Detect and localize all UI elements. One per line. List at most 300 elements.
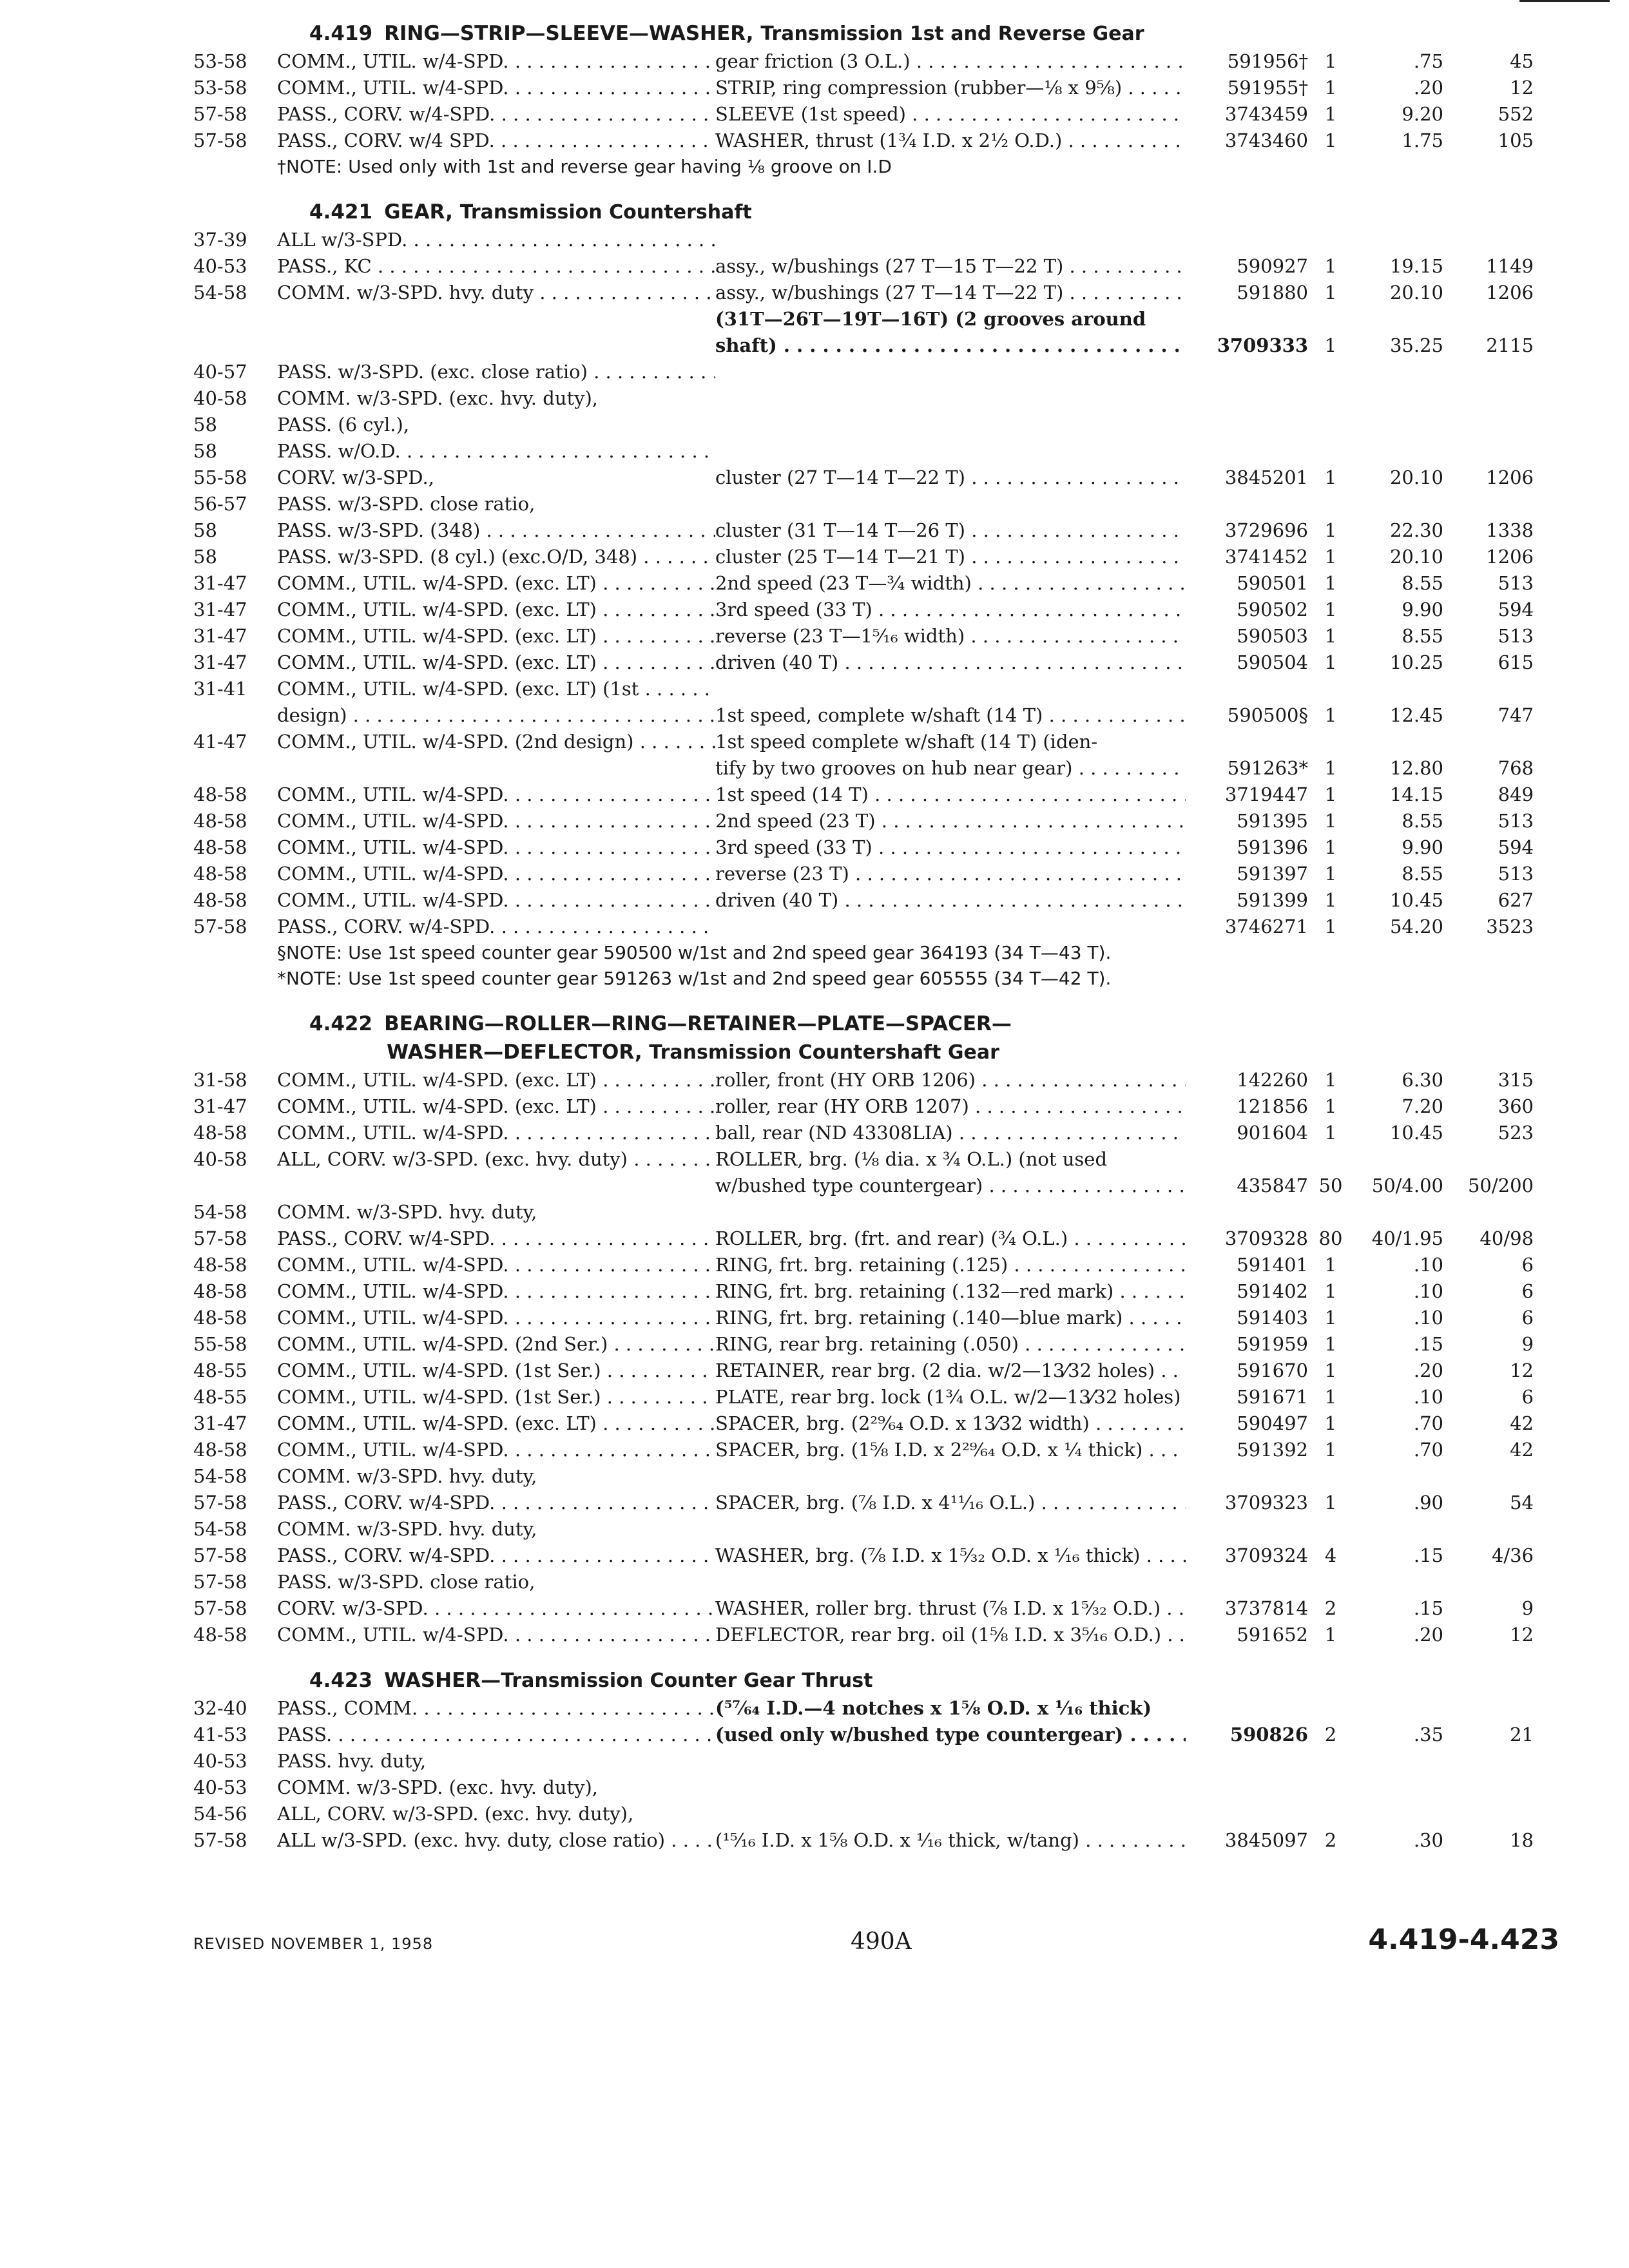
year-cell: 40-57 <box>193 361 247 383</box>
table-row <box>193 1305 1559 1331</box>
section-number: 4.423 <box>309 1669 373 1692</box>
year-cell: 37-39 <box>193 229 247 251</box>
part-number-cell: 591652 <box>1237 1624 1308 1646</box>
price-cell: .30 <box>1413 1829 1443 1851</box>
year-cell: 31-47 <box>193 599 247 620</box>
application-cell: COMM., UTIL. w/4-SPD. (1st Ser.) . . . <box>277 1358 715 1384</box>
footnote: *NOTE: Use 1st speed counter gear 591263 w/1st and 2nd speed gear 605555 (34 T—42 T). <box>277 968 1112 989</box>
year-cell: 48-58 <box>193 889 247 911</box>
application-cell: COMM., UTIL. w/4-SPD. . . . <box>277 808 715 834</box>
description-cell: tify by two grooves on hub near gear) . . . <box>715 755 1186 782</box>
list-price-cell: 9 <box>1521 1597 1534 1619</box>
description-cell: PLATE, rear brg. lock (1¾ O.L. w/2—13⁄32 holes) . . . <box>715 1384 1186 1410</box>
section-title-continued: WASHER—DEFLECTOR, <box>387 1041 642 1064</box>
price-cell: 20.10 <box>1389 546 1443 568</box>
list-price-cell: 105 <box>1498 130 1534 151</box>
part-number-cell: 3746271 <box>1224 916 1308 937</box>
price-cell: 9.90 <box>1402 599 1443 620</box>
section-heading <box>309 1666 1559 1695</box>
parts-catalog-page <box>193 19 1559 1854</box>
price-cell: 7.20 <box>1402 1095 1443 1117</box>
year-cell: 48-58 <box>193 1280 247 1302</box>
application-cell: COMM., UTIL. w/4-SPD. (exc. LT) . . . <box>277 1067 715 1093</box>
table-row <box>193 570 1559 597</box>
table-row <box>193 75 1559 101</box>
application-cell: COMM., UTIL. w/4-SPD. . . . <box>277 834 715 861</box>
application-cell: COMM. w/3-SPD. hvy. duty . . . <box>277 280 715 306</box>
year-cell: 48-58 <box>193 863 247 885</box>
part-number-cell: 3709324 <box>1224 1544 1308 1566</box>
application-cell: COMM., UTIL. w/4-SPD. . . . <box>277 782 715 808</box>
application-cell: COMM. w/3-SPD. hvy. duty, <box>277 1465 537 1487</box>
table-row <box>193 1331 1559 1358</box>
table-row <box>193 1437 1559 1463</box>
list-price-cell: 523 <box>1498 1122 1534 1144</box>
year-cell: 31-47 <box>193 1412 247 1434</box>
application-cell: COMM., UTIL. w/4-SPD. (exc. LT) . . . <box>277 1410 715 1437</box>
application-cell: PASS., KC . . . <box>277 253 715 280</box>
price-cell: .15 <box>1413 1544 1443 1566</box>
table-row <box>193 729 1559 755</box>
price-cell: .15 <box>1413 1597 1443 1619</box>
application-cell: COMM., UTIL. w/4-SPD. (exc. LT) . . . <box>277 1093 715 1120</box>
table-row <box>193 1463 1559 1490</box>
year-cell: 58 <box>193 519 217 541</box>
year-cell: 57-58 <box>193 1571 247 1593</box>
table-row <box>193 702 1559 729</box>
price-cell: .10 <box>1413 1307 1443 1329</box>
table-row <box>193 1358 1559 1384</box>
table-row <box>193 491 1559 517</box>
year-cell: 57-58 <box>193 1597 247 1619</box>
year-cell: 31-47 <box>193 572 247 594</box>
application-cell: ALL, CORV. w/3-SPD. (exc. hvy. duty), <box>277 1803 634 1825</box>
parts-table <box>193 48 1559 154</box>
list-price-cell: 45 <box>1510 50 1534 72</box>
parts-table <box>193 1067 1559 1648</box>
quantity-cell: 2 <box>1324 1597 1337 1619</box>
part-number-cell: 591395 <box>1237 810 1308 832</box>
footnote: †NOTE: Used only with 1st and reverse gear having ⅛ groove on I.D <box>277 156 892 177</box>
section-heading <box>309 1010 1559 1067</box>
description-cell: (¹⁵⁄₁₆ I.D. x 1⅝ O.D. x ¹⁄₁₆ thick, w/tang) . . . <box>715 1827 1186 1854</box>
list-price-cell: 849 <box>1498 783 1534 805</box>
description-cell: DEFLECTOR, rear brg. oil (1⅝ I.D. x 3⁵⁄₁₆ O.D.) . . . <box>715 1622 1186 1648</box>
price-cell: 20.10 <box>1389 466 1443 488</box>
quantity-cell: 1 <box>1324 863 1337 885</box>
price-cell: .20 <box>1413 1360 1443 1381</box>
description-cell: roller, rear (HY ORB 1207) . . . <box>715 1093 1186 1120</box>
quantity-cell: 1 <box>1324 466 1337 488</box>
application-cell: COMM., UTIL. w/4-SPD. (2nd Ser.) . . . <box>277 1331 715 1358</box>
application-cell: ALL, CORV. w/3-SPD. (exc. hvy. duty) . . . <box>277 1146 715 1173</box>
quantity-cell: 1 <box>1324 1122 1337 1144</box>
quantity-cell: 50 <box>1318 1175 1343 1196</box>
price-cell: 6.30 <box>1402 1069 1443 1091</box>
list-price-cell: 2115 <box>1486 334 1534 356</box>
year-cell: 55-58 <box>193 1333 247 1355</box>
list-price-cell: 6 <box>1521 1254 1534 1276</box>
revision-date: REVISED NOVEMBER 1, 1958 <box>193 1935 434 1953</box>
price-cell: .10 <box>1413 1386 1443 1408</box>
part-number-cell: 901604 <box>1237 1122 1308 1144</box>
price-cell: 50/4.00 <box>1371 1175 1443 1196</box>
application-cell: COMM., UTIL. w/4-SPD. (1st Ser.) . . . <box>277 1384 715 1410</box>
price-cell: 8.55 <box>1402 572 1443 594</box>
description-cell: 2nd speed (23 T—¾ width) . . . <box>715 570 1186 597</box>
section-number: 4.422 <box>309 1012 373 1035</box>
parts-table <box>193 1695 1559 1854</box>
description-cell: assy., w/bushings (27 T—14 T—22 T) . . . <box>715 280 1186 306</box>
application-cell: PASS. w/O.D. . . . <box>277 438 715 465</box>
year-cell: 48-58 <box>193 1254 247 1276</box>
quantity-cell: 1 <box>1324 1095 1337 1117</box>
description-cell: driven (40 T) . . . <box>715 649 1186 676</box>
price-cell: 1.75 <box>1402 130 1443 151</box>
description-cell: SPACER, brg. (2²⁹⁄₆₄ O.D. x 13⁄32 width) . . . <box>715 1410 1186 1437</box>
price-cell: 14.15 <box>1389 783 1443 805</box>
year-cell: 54-58 <box>193 1465 247 1487</box>
description-cell: 2nd speed (23 T) . . . <box>715 808 1186 834</box>
table-row <box>193 544 1559 570</box>
year-cell: 53-58 <box>193 77 247 99</box>
section-title: GEAR, <box>384 200 453 224</box>
year-cell: 48-58 <box>193 783 247 805</box>
table-row <box>193 1278 1559 1305</box>
quantity-cell: 1 <box>1324 704 1337 726</box>
year-cell: 58 <box>193 414 217 436</box>
description-cell: reverse (23 T—1⁵⁄₁₆ width) . . . <box>715 623 1186 649</box>
description-cell: (31T—26T—19T—16T) (2 grooves around <box>715 308 1146 330</box>
list-price-cell: 42 <box>1510 1412 1534 1434</box>
year-cell: 40-58 <box>193 387 247 409</box>
quantity-cell: 1 <box>1324 836 1337 858</box>
part-number-cell: 3741452 <box>1224 546 1308 568</box>
table-row <box>193 1801 1559 1827</box>
price-cell: 10.25 <box>1389 651 1443 673</box>
price-cell: .70 <box>1413 1439 1443 1461</box>
quantity-cell: 1 <box>1324 1254 1337 1276</box>
part-number-cell: 591399 <box>1237 889 1308 911</box>
part-number-cell: 3709328 <box>1224 1227 1308 1249</box>
table-row <box>193 332 1559 359</box>
table-row <box>193 1827 1559 1854</box>
part-number-cell: 590504 <box>1237 651 1308 673</box>
quantity-cell: 1 <box>1324 50 1337 72</box>
year-cell: 48-58 <box>193 1122 247 1144</box>
list-price-cell: 6 <box>1521 1386 1534 1408</box>
part-number-cell: 435847 <box>1237 1175 1308 1196</box>
price-cell: .90 <box>1413 1492 1443 1514</box>
application-cell: COMM. w/3-SPD. hvy. duty, <box>277 1518 537 1540</box>
application-cell: COMM., UTIL. w/4-SPD. . . . <box>277 1305 715 1331</box>
description-cell: cluster (27 T—14 T—22 T) . . . <box>715 465 1186 491</box>
part-number-cell: 590501 <box>1237 572 1308 594</box>
list-price-cell: 50/200 <box>1467 1175 1534 1196</box>
quantity-cell: 1 <box>1324 282 1337 303</box>
year-cell: 54-58 <box>193 282 247 303</box>
list-price-cell: 360 <box>1498 1095 1534 1117</box>
application-cell: COMM., UTIL. w/4-SPD. . . . <box>277 1437 715 1463</box>
quantity-cell: 1 <box>1324 519 1337 541</box>
year-cell: 48-58 <box>193 810 247 832</box>
description-cell: ROLLER, brg. (frt. and rear) (¾ O.L.) . . . <box>715 1225 1186 1252</box>
list-price-cell: 513 <box>1498 863 1534 885</box>
part-number-cell: 3729696 <box>1224 519 1308 541</box>
list-price-cell: 6 <box>1521 1280 1534 1302</box>
part-number-cell: 3845201 <box>1224 466 1308 488</box>
application-cell: COMM. w/3-SPD. hvy. duty, <box>277 1201 537 1223</box>
part-number-cell: 590497 <box>1237 1412 1308 1434</box>
quantity-cell: 1 <box>1324 1333 1337 1355</box>
description-cell: SLEEVE (1st speed) . . . <box>715 101 1186 128</box>
price-cell: .15 <box>1413 1333 1443 1355</box>
part-number-cell: 591401 <box>1237 1254 1308 1276</box>
year-cell: 31-47 <box>193 625 247 647</box>
table-row <box>193 834 1559 861</box>
section-subtitle: Transmission Countershaft Gear <box>649 1041 999 1064</box>
quantity-cell: 1 <box>1324 103 1337 125</box>
year-cell: 58 <box>193 440 217 462</box>
table-row <box>193 914 1559 940</box>
table-row <box>193 887 1559 914</box>
application-cell: PASS. w/3-SPD. close ratio, <box>277 1571 535 1593</box>
application-cell: PASS., CORV. w/4-SPD. . . . <box>277 1225 715 1252</box>
list-price-cell: 9 <box>1521 1333 1534 1355</box>
list-price-cell: 12 <box>1510 1624 1534 1646</box>
year-cell: 48-55 <box>193 1360 247 1381</box>
year-cell: 40-53 <box>193 255 247 277</box>
application-cell: COMM. w/3-SPD. (exc. hvy. duty), <box>277 387 599 409</box>
list-price-cell: 615 <box>1498 651 1534 673</box>
section-number: 4.419 <box>309 22 373 45</box>
application-cell: COMM. w/3-SPD. (exc. hvy. duty), <box>277 1776 599 1798</box>
application-cell: COMM., UTIL. w/4-SPD. . . . <box>277 1120 715 1146</box>
description-cell: cluster (31 T—14 T—26 T) . . . <box>715 517 1186 544</box>
section-range: 4.419-4.423 <box>1368 1923 1559 1956</box>
price-cell: .20 <box>1413 77 1443 99</box>
year-cell: 54-58 <box>193 1518 247 1540</box>
year-cell: 48-58 <box>193 1307 247 1329</box>
quantity-cell: 80 <box>1318 1227 1343 1249</box>
part-number-cell: 591392 <box>1237 1439 1308 1461</box>
quantity-cell: 1 <box>1324 916 1337 937</box>
description-cell: 3rd speed (33 T) . . . <box>715 834 1186 861</box>
part-number-cell: 591959 <box>1237 1333 1308 1355</box>
table-row <box>193 623 1559 649</box>
list-price-cell: 513 <box>1498 572 1534 594</box>
list-price-cell: 1338 <box>1486 519 1534 541</box>
application-cell: PASS. w/3-SPD. close ratio, <box>277 493 535 515</box>
price-cell: 10.45 <box>1389 1122 1443 1144</box>
description-cell: shaft) . . . <box>715 332 1186 359</box>
application-cell: COMM., UTIL. w/4-SPD. . . . <box>277 48 715 75</box>
year-cell: 40-53 <box>193 1776 247 1798</box>
application-cell: PASS., CORV. w/4-SPD. . . . <box>277 914 715 940</box>
year-cell: 56-57 <box>193 493 247 515</box>
part-number-cell: 3709333 <box>1217 334 1308 356</box>
list-price-cell: 21 <box>1510 1724 1534 1745</box>
price-cell: 8.55 <box>1402 810 1443 832</box>
description-cell: RING, frt. brg. retaining (.140—blue mark) . . . <box>715 1305 1186 1331</box>
page-number: 490A <box>851 1928 912 1955</box>
quantity-cell: 1 <box>1324 1624 1337 1646</box>
year-cell: 55-58 <box>193 466 247 488</box>
application-cell: COMM., UTIL. w/4-SPD. (exc. LT) . . . <box>277 649 715 676</box>
year-cell: 48-58 <box>193 836 247 858</box>
part-number-cell: 591403 <box>1237 1307 1308 1329</box>
price-cell: 8.55 <box>1402 863 1443 885</box>
table-row <box>193 438 1559 465</box>
quantity-cell: 1 <box>1324 757 1337 779</box>
table-row <box>193 48 1559 75</box>
table-row <box>193 1695 1559 1722</box>
year-cell: 57-58 <box>193 916 247 937</box>
description-cell: WASHER, brg. (⅞ I.D. x 1⁵⁄₃₂ O.D. x ¹⁄₁₆ thick) . . . <box>715 1542 1186 1569</box>
table-row <box>193 1199 1559 1225</box>
part-number-cell: 591402 <box>1237 1280 1308 1302</box>
application-cell: design) . . . <box>277 702 715 729</box>
part-number-cell: 3737814 <box>1224 1597 1308 1619</box>
application-cell: CORV. w/3-SPD. . . . <box>277 1595 715 1622</box>
price-cell: 10.45 <box>1389 889 1443 911</box>
list-price-cell: 4/36 <box>1491 1544 1534 1566</box>
application-cell: PASS. (6 cyl.), <box>277 414 410 436</box>
table-row <box>193 755 1559 782</box>
list-price-cell: 594 <box>1498 836 1534 858</box>
table-row <box>193 676 1559 702</box>
description-cell: WASHER, roller brg. thrust (⅞ I.D. x 1⁵⁄₃₂ O.D.) . . . <box>715 1595 1186 1622</box>
part-number-cell: 591397 <box>1237 863 1308 885</box>
application-cell: COMM., UTIL. w/4-SPD. . . . <box>277 1622 715 1648</box>
application-cell: PASS. w/3-SPD. (exc. close ratio) . . . <box>277 359 715 385</box>
table-row <box>193 1542 1559 1569</box>
application-cell: ALL w/3-SPD. (exc. hvy. duty, close ratio) . . . <box>277 1827 715 1854</box>
description-cell: RING, rear brg. retaining (.050) . . . <box>715 1331 1186 1358</box>
table-row <box>193 1569 1559 1595</box>
top-rule <box>1519 0 1610 2</box>
description-cell: RING, frt. brg. retaining (.132—red mark) . . . <box>715 1278 1186 1305</box>
quantity-cell: 1 <box>1324 130 1337 151</box>
list-price-cell: 594 <box>1498 599 1534 620</box>
notes-block <box>193 940 1559 992</box>
description-cell: SPACER, brg. (1⅝ I.D. x 2²⁹⁄₆₄ O.D. x ¼ thick) . . . <box>715 1437 1186 1463</box>
table-row <box>193 412 1559 438</box>
year-cell: 41-53 <box>193 1724 247 1745</box>
application-cell: PASS., CORV. w/4-SPD. . . . <box>277 1490 715 1516</box>
list-price-cell: 6 <box>1521 1307 1534 1329</box>
section-heading <box>309 19 1559 48</box>
list-price-cell: 513 <box>1498 625 1534 647</box>
table-row <box>193 101 1559 128</box>
application-cell: COMM., UTIL. w/4-SPD. (exc. LT) (1st . . . <box>277 676 715 702</box>
part-number-cell: 590927 <box>1237 255 1308 277</box>
section-subtitle: Transmission 1st and Reverse Gear <box>760 23 1144 45</box>
year-cell: 40-58 <box>193 1148 247 1170</box>
part-number-cell: 591396 <box>1237 836 1308 858</box>
price-cell: 19.15 <box>1389 255 1443 277</box>
quantity-cell: 1 <box>1324 546 1337 568</box>
description-cell: 1st speed (14 T) . . . <box>715 782 1186 808</box>
year-cell: 57-58 <box>193 1227 247 1249</box>
quantity-cell: 1 <box>1324 1069 1337 1091</box>
table-row <box>193 1774 1559 1801</box>
price-cell: 54.20 <box>1389 916 1443 937</box>
table-row <box>193 253 1559 280</box>
table-row <box>193 1120 1559 1146</box>
section-number: 4.421 <box>309 200 373 224</box>
application-cell: PASS. . . . <box>277 1722 715 1748</box>
description-cell: assy., w/bushings (27 T—15 T—22 T) . . . <box>715 253 1186 280</box>
quantity-cell: 1 <box>1324 1360 1337 1381</box>
list-price-cell: 747 <box>1498 704 1534 726</box>
list-price-cell: 18 <box>1510 1829 1534 1851</box>
application-cell: COMM., UTIL. w/4-SPD. (2nd design) . . . <box>277 729 715 755</box>
quantity-cell: 1 <box>1324 783 1337 805</box>
quantity-cell: 1 <box>1324 334 1337 356</box>
application-cell: CORV. w/3-SPD., <box>277 466 434 488</box>
application-cell: PASS. w/3-SPD. (8 cyl.) (exc.O/D, 348) . . . <box>277 544 715 570</box>
description-cell: cluster (25 T—14 T—21 T) . . . <box>715 544 1186 570</box>
description-cell: 1st speed, complete w/shaft (14 T) . . . <box>715 702 1186 729</box>
quantity-cell: 1 <box>1324 572 1337 594</box>
description-cell: w/bushed type countergear) . . . <box>715 1173 1186 1199</box>
quantity-cell: 1 <box>1324 599 1337 620</box>
application-cell: PASS., COMM. . . . <box>277 1695 715 1722</box>
quantity-cell: 1 <box>1324 810 1337 832</box>
table-row <box>193 1173 1559 1199</box>
year-cell: 32-40 <box>193 1697 247 1719</box>
year-cell: 57-58 <box>193 1492 247 1514</box>
quantity-cell: 1 <box>1324 1307 1337 1329</box>
quantity-cell: 4 <box>1324 1544 1337 1566</box>
list-price-cell: 513 <box>1498 810 1534 832</box>
description-cell: ball, rear (ND 43308LIA) . . . <box>715 1120 1186 1146</box>
price-cell: .35 <box>1413 1724 1443 1745</box>
quantity-cell: 1 <box>1324 77 1337 99</box>
application-cell: PASS. w/3-SPD. (348) . . . <box>277 517 715 544</box>
application-cell: COMM., UTIL. w/4-SPD. . . . <box>277 1278 715 1305</box>
part-number-cell: 3743459 <box>1224 103 1308 125</box>
table-row <box>193 306 1559 332</box>
price-cell: .10 <box>1413 1254 1443 1276</box>
price-cell: 35.25 <box>1389 334 1443 356</box>
section-title: WASHER— <box>384 1669 501 1692</box>
application-cell: COMM., UTIL. w/4-SPD. (exc. LT) . . . <box>277 597 715 623</box>
description-cell: roller, front (HY ORB 1206) . . . <box>715 1067 1186 1093</box>
description-cell: driven (40 T) . . . <box>715 887 1186 914</box>
part-number-cell: 591956† <box>1227 50 1308 72</box>
list-price-cell: 1206 <box>1486 282 1534 303</box>
price-cell: 9.90 <box>1402 836 1443 858</box>
application-cell: COMM., UTIL. w/4-SPD. . . . <box>277 75 715 101</box>
part-number-cell: 591263* <box>1227 757 1308 779</box>
part-number-cell: 121856 <box>1237 1095 1308 1117</box>
application-cell: COMM., UTIL. w/4-SPD. . . . <box>277 861 715 887</box>
table-row <box>193 359 1559 385</box>
table-row <box>193 782 1559 808</box>
table-row <box>193 808 1559 834</box>
table-row <box>193 1093 1559 1120</box>
quantity-cell: 1 <box>1324 1492 1337 1514</box>
page-footer <box>193 1923 1559 1956</box>
table-row <box>193 1384 1559 1410</box>
part-number-cell: 591880 <box>1237 282 1308 303</box>
table-row <box>193 1622 1559 1648</box>
list-price-cell: 40/98 <box>1480 1227 1534 1249</box>
application-cell: PASS., CORV. w/4-SPD. . . . <box>277 101 715 128</box>
description-cell: reverse (23 T) . . . <box>715 861 1186 887</box>
